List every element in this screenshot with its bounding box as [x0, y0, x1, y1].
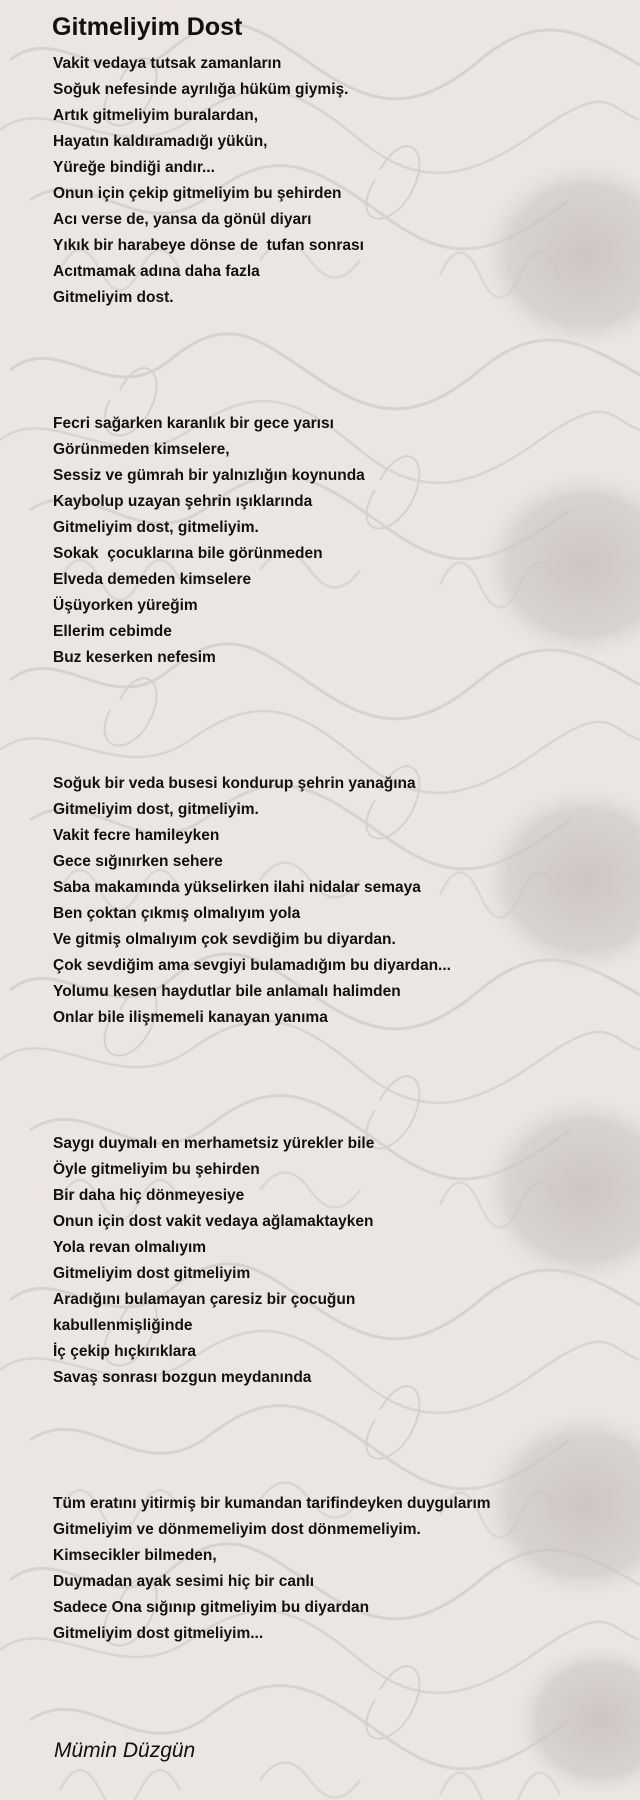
poem-line: Görünmeden kimselere,: [53, 441, 230, 458]
poem-stanza-2: [53, 411, 623, 671]
poem-line: Hayatın kaldıramadığı yükün,: [53, 133, 268, 150]
poem-author: Mümin Düzgün: [54, 1739, 196, 1762]
poem-line: Onlar bile ilişmemeli kanayan yanıma: [53, 1009, 328, 1026]
poem-line: Savaş sonrası bozgun meydanında: [53, 1369, 312, 1386]
poem-line: Gitmeliyim dost, gitmeliyim.: [53, 801, 259, 818]
poem-stanza-5: [53, 1491, 623, 1647]
poem-line: Kaybolup uzayan şehrin ışıklarında: [53, 493, 313, 510]
poem-line: Yüreğe bindiği andır...: [53, 159, 215, 176]
poem-line: Acı verse de, yansa da gönül diyarı: [53, 211, 312, 228]
poem-line: kabullenmişliğinde: [53, 1317, 193, 1334]
poem-line: Ve gitmiş olmalıyım çok sevdiğim bu diyardan.: [53, 931, 396, 948]
poem-line: Onun için çekip gitmeliyim bu şehirden: [53, 185, 342, 202]
poem-line: Üşüyorken yüreğim: [53, 597, 198, 614]
poem-line: Duymadan ayak sesimi hiç bir canlı: [53, 1573, 315, 1590]
poem-line: Öyle gitmeliyim bu şehirden: [53, 1161, 260, 1178]
poem-line: Buz keserken nefesim: [53, 649, 216, 666]
poem-line: Yolumu kesen haydutlar bile anlamalı halimden: [53, 983, 401, 1000]
poem-line: Yıkık bir harabeye dönse de tufan sonrası: [53, 237, 364, 254]
poem-line: Gitmeliyim ve dönmemeliyim dost dönmemeliyim.: [53, 1521, 421, 1538]
poem-stanza-1: [53, 51, 623, 311]
poem-line: Sessiz ve gümrah bir yalnızlığın koynunda: [53, 467, 365, 484]
poem-line: Saba makamında yükselirken ilahi nidalar semaya: [53, 879, 421, 896]
poem-line: Tüm eratını yitirmiş bir kumandan tarifindeyken duygularım: [53, 1495, 491, 1512]
poem-line: Acıtmamak adına daha fazla: [53, 263, 260, 280]
poem-line: İç çekip hıçkırıklara: [53, 1343, 197, 1360]
poem-line: Soğuk nefesinde ayrılığa hüküm giymiş.: [53, 81, 349, 98]
poem-line: Ben çoktan çıkmış olmalıyım yola: [53, 905, 301, 922]
poem-line: Gitmeliyim dost gitmeliyim...: [53, 1625, 264, 1642]
poem-line: Gitmeliyim dost gitmeliyim: [53, 1265, 251, 1282]
poem-line: Vakit fecre hamileyken: [53, 827, 220, 844]
poem-line: Bir daha hiç dönmeyesiye: [53, 1187, 245, 1204]
poem-stanza-4: [53, 1131, 623, 1391]
poem-line: Ellerim cebimde: [53, 623, 172, 640]
poem-line: Elveda demeden kimselere: [53, 571, 252, 588]
poem-line: Gece sığınırken sehere: [53, 853, 223, 870]
poem-line: Aradığını bulamayan çaresiz bir çocuğun: [53, 1291, 356, 1308]
poem-line: Sokak çocuklarına bile görünmeden: [53, 545, 323, 562]
poem-line: Gitmeliyim dost.: [53, 289, 174, 306]
poem-line: Kimsecikler bilmeden,: [53, 1547, 217, 1564]
poem-line: Gitmeliyim dost, gitmeliyim.: [53, 519, 259, 536]
poem-line: Vakit vedaya tutsak zamanların: [53, 55, 282, 72]
poem-line: Sadece Ona sığınıp gitmeliyim bu diyardan: [53, 1599, 370, 1616]
poem-line: Artık gitmeliyim buralardan,: [53, 107, 258, 124]
poem-line: Soğuk bir veda busesi kondurup şehrin yanağına: [53, 775, 416, 792]
poem-title: Gitmeliyim Dost: [52, 13, 243, 41]
poem-line: Yola revan olmalıyım: [53, 1239, 207, 1256]
poem-line: Çok sevdiğim ama sevgiyi bulamadığım bu diyardan...: [53, 957, 451, 974]
poem-line: Fecri sağarken karanlık bir gece yarısı: [53, 415, 334, 432]
poem-stanza-3: [53, 771, 623, 1031]
poem-line: Saygı duymalı en merhametsiz yürekler bile: [53, 1135, 375, 1152]
poem-line: Onun için dost vakit vedaya ağlamaktayken: [53, 1213, 374, 1230]
